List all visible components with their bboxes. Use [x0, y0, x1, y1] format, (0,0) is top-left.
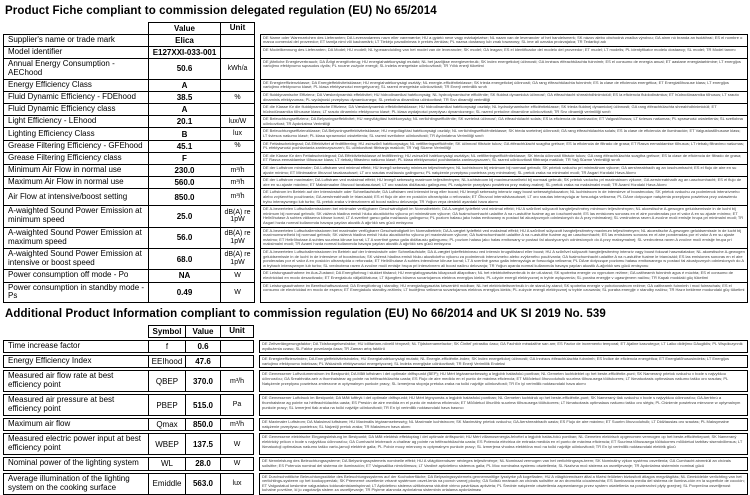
row-label: Energy Efficiency Class: [3, 79, 149, 92]
row-label: Measured air pressure at best efficiency point: [3, 394, 149, 416]
row-label: Measured air flow rate at best efficiency point: [3, 370, 149, 392]
row-value: 515.0: [185, 394, 221, 416]
row-unit: %: [220, 140, 255, 153]
column-header: Unit: [220, 22, 255, 35]
row-unit: W: [220, 433, 254, 455]
row-label: Maximum air flow: [3, 418, 149, 431]
row-value: 0.49: [148, 282, 221, 304]
row-unit: lux: [220, 473, 254, 495]
row-description: DE Leistungsaufnahme im Aus-Zustand; DA Energiforbrug i slukket tilstand; HU energiafogyasztás kikapcsolt állapotban; NL het elektriciteitsverbruik in de uit-stand; SK spotreba energie vo vypnutom režime; GA caitheamh fuinnimh agus é múchta; ES el consumo de electricidad en modo desactivado; ET Energiakulu väljalülitatuna; LT išjungties būsena suvartojamos elektros energijos kiekis; PL użycie energii elektrycznej w trybie wyłączenia; SL poraba energije v ugasnjenem načinu; TR Kapalı moddaki güç tüketimi: [260, 269, 748, 282]
table-row: [3, 418, 748, 431]
row-value: 563.0: [185, 473, 221, 495]
row-symbol: PBEP: [148, 394, 186, 416]
row-label: A-waighted Sound Power Emission at intensive or boost speed: [3, 248, 149, 270]
row-label: Maximum Air Flow in normal use: [3, 176, 149, 189]
row-label: Model identifier: [3, 46, 149, 59]
row-unit: m³/h: [220, 176, 255, 189]
row-value: A: [148, 103, 221, 116]
row-unit: Pa: [220, 394, 254, 416]
row-value: Elica: [148, 34, 221, 47]
row-label: Average illumination of the lighting system on the cooking surface: [3, 473, 149, 495]
table-row: [3, 433, 748, 455]
row-unit: m³/h: [220, 418, 254, 431]
column-header: Value: [185, 325, 221, 338]
table-row: [3, 205, 748, 227]
row-description: DE der Luftstrom minimaler; DA Luftstrøm ved minimal effekt; HU levegő sebesség minimum teljesítményen; NL luchtstroom bij minimum bij normaal gebruik; SK prietok vzduchu pri minimálnom výkone; GA aershreabhadh ag an íoschumhacht; ES el flujo de aire en su ajuste mínimo; ET Minimaalne õhuvool tavakasutusel; LT oro srautas mažiausiu galingumu; PL natężenie przepływu powietrza przy minimalnej; SL pretok zraka na minimalni modi; TR Asgari Hızıdaki Hava Akımı: [260, 164, 748, 177]
row-symbol: Qmax: [148, 418, 186, 431]
row-unit: dB(A) re 1pW: [220, 227, 255, 249]
page-title: Product Fiche compliant to commission delegated regulation (EU) No 65/2014: [5, 5, 437, 17]
row-description: DE A-bewerteten Luftschallemissionen bei maximaler verfügbarer Geschwindigkeit im Normalbetrieb; DA A-vægtet lydeffekt ved maksimal effekt; HU A szűrővel súlyozott hangteljesítmény maximum teljesítményen; NL akoestische A-gewogen geluidsemissie in de lucht bij maximumsnelheid bij normaal gebruik; SK vážená hladina emisií hluku akustického výkonu pri maximálnom výkone; GA fuaimchumhacht ualaithe A na n-astuithe fuaime ag an uaschumhacht; ES las emisiones sonoras en el aire ponderadas por el valor A en su ajuste máximo; ET Helirõhutase A suhtes suurima kiiruse korral; LT A svertinė garso galia didžiausiu galingumu; PL poziom hałasu jako hałas emitowany w postaci fal akustycznych odniesionych do A przy maksymalnej; SL vrednotena raven A zvočne moči emisije hrupa pri maksimalni modi; TR Azami hızda normal kullanımda havaya yayılan akustik A ağırlıklı ses gücü emisyonu: [260, 227, 748, 249]
row-value: 25.0: [148, 205, 221, 227]
row-label: Annual Energy Consumption - AEChood: [3, 58, 149, 80]
row-unit: [220, 355, 254, 368]
row-value: B: [148, 127, 221, 140]
row-label: Air Flow at intensive/boost setting: [3, 188, 149, 206]
row-description: DE Gemessener Luftvolumenstrom im Bestpunkt; DA Målt luftstrøm i det optimale driftspunkt (BEP); HU Mért légáramsebesség a legjobb hatásfokú pontban; NL Gemeten luchtdebiet op het beste-efficiëntie-punt; SK Nameraný prietok vzduchu v bode s najvyššou účinnosťou; GA Sreabhráta aeir a thomhaistear ag pointe na héifeachtúlachta uasta; ES Flujo de aire medido en el punto de máxima eficiencia; ET Mõõdetud õhuvooluhulk suurima tõhususega töötukorres; LT Išmatuotasis optimalaus našumo taško oro srautas; PL Natężenie przepływu powietrza zmierzone w optymalnym punkcie pracy; SL Izmerjena stopnja pretoka zraka na točki najvišje učinkovitosti; TR En iyi verimlilik noktasındaki hava akımı: [259, 370, 748, 392]
table-row: [3, 340, 748, 353]
row-value: 370.0: [185, 370, 221, 392]
row-value: 230.0: [148, 164, 221, 177]
row-description: DE Luftstrom im Betrieb auf der Intensivstufe oder Schnellaufstufe; DA Luftstrøm ved intensivt brug eller boost; HU levegő sebesség intenzív vagy boost sebességfokozaton; NL luchtstroom in de intensieve of boostmodus; SK prietok vzduchu za podmienok intenzívneho alebo zvýšeného používania; GA aershreabhadh le trianúsáid; ES el flujo de aire en posición ultrarrápida o reforzada; ET Õhuvool intensiivkasutusel; LT oro srautas intensyviąja ar forsuotąja veiksena; PL DAne dotyczące natężenia przepływu powietrza przy ustawieniu trybu intensywnego lub turbo; SL pretok zraka v intenzivnem ali boost načinu delovanja; TR Yoğun veya destekli ayardaki hava akımı: [260, 188, 748, 206]
row-label: A-waighted Sound Power Emission at maximum speed: [3, 227, 149, 249]
row-value: 137.5: [185, 433, 221, 455]
row-label: A-waighted Sound Power Emission at minimum speed: [3, 205, 149, 227]
row-value: 28.0: [185, 457, 221, 470]
row-label: Measured electric power input at best efficiency point: [3, 433, 149, 455]
table-header-row: [3, 325, 748, 338]
header-spacer: [3, 325, 148, 338]
row-description: DE Modellkennung des Lieferanten; DA Model; HU modell; NL typeaanduiding van het model van de leverancier; SK model; GA leagan; ES el identificador del modelo del proveedor; ET mudel; LT modelis; PL identyfikator modelu dostawcy; SL model; TR Model tanımı: [260, 46, 748, 59]
row-description: DE Leistungsaufnahme im Bereitschaftszustand; DA Energiforbrug i standby; HU energiafogyasztás készenléti módban; NL het elektriciteitsverbruik in de stand-by-stand; SK spotreba energie v pohotovostnom režime; GA caitheamh fuinnimh i mod fuireachais; ES el consumo de electricidad en modo de espera; ET Energiakulu standby-režiimis; LT budėjimo veiksena suvartojamos elektros energijos kiekis; PL zużycie energii elektrycznej w trybie czuwania; SL poraba energije v standby načinu; TR Hazır bekleme modundaki güç tüketimi: [260, 282, 748, 304]
table-row: [3, 355, 748, 368]
row-description: DE Energieeffizienzindex; DA Energieffektivitetsindeks; HU Energiahatékonysági mutató; NL Energie-efficiëntie-index; SK Index energetickej účinnosti; GA Innéacs éifeachtúlachta fuinnimh; ES Índice de eficiencia energética; ET Energiatõhususindeks; LT Energijos vartojimo efektyvumo indeksas; PL Wskaźnik efektywności energetycznej; SL Indeks energijske učinkovitosti; TR Enerji Verimlilik Endeksi: [259, 355, 748, 368]
row-label: Power consumption in standby mode - Ps: [3, 282, 149, 304]
row-description: DE Fettabscheidegrad; DA Effektivitet af fedtfiltrering; HU zsírszűrő hatékonysága; NL vetfilteringsefficiëntie; SK účinnosť filtrácie tukov; GA éifeachtúlacht scagtha gréisce; ES la eficiencia de filtrado de grasa; ET Rasva eemaldamise tõhusus; LT riebalų filtravimo našumas; PL efektywność pochłaniania zanieczyszczeń; SL učinkovitost filtriranja maščob; TR Yağ Süzme Verimliliği: [260, 140, 748, 153]
row-description: DE A-bewerteten Luftschallemissionen im Betrieb auf der Intensivstufe oder Schnellaufstufe; DA A-vægtet lydeffektniveau ved intensiv brugstilstand eller boost; HU A szűrővel súlyozott hangteljesítmény intenzív vagy boost fokozat használatakor; NL akoestische A-gewogen geluidsemissie in de lucht in de intensieve of boostmodus; SK vážená hladina emisií hluku akustického výkonu za podmienok intenzívneho alebo zvýšeného používania; GA fuaimchumhacht ualaithe A na n-astuithe fuaime le trianúsáid; ES las emisiones sonoras en el aire ponderadas por el valor A en posición ultrarrápida o reforzada; ET Helirõhutase A suhtes intensiivse kiiruse korral; LT A svertinė garso galia intensyviąja ar forsuotąja veiksena; PL DAne dotyczące poziomu hałasu emitowanego w postaci fal akustycznych odniesionych do A w trybach intensywnym lub turbo; SL vrednotena raven A zvočne moči emisije hrupa pri intenzivnem ali boost načinu delovanja; TR Yoğun ayarda normal kullanımda havaya yayılan akustik A-ağırlıklı ses gücü emisyonu: [260, 248, 748, 270]
row-description: DE Name oder Warenzeichen des Lieferanten; DA Leverandørens navn eller varemærke; HU a gyártó neve vagy márkajelzése; NL naam van de leverancier of het handelsmerk; SK názov alebo obchodná značka výrobcu; GA ainm nó branda an tsoláthraí; ES el nombre o marca comercial del proveedor; ET tarnija nimi või kaubamärk; LT Tiekėjo pavadinimas ir prekės ženklas; PL nazwa dostawcy lub znak towarowy; SL ime ali oznaka proizvajalca; TR Tedarikçi adı: [260, 34, 748, 47]
row-label: Grease Filtering Efficiency class: [3, 152, 149, 165]
table-row: [3, 188, 748, 206]
row-label: Energy Efficiency Index: [3, 355, 149, 368]
row-description: DE Gemessener Luftdruck im Bestpunkt; DA Målt lufttryk i det optimale driftspunkt; HU Mért légnyomás a legjobb hatásfokú pontban; NL Gemeten luchtdruk op het beste-efficiëntie-punt; SK Nameraný tlak vzduchu v bode s najvyššou účinnosťou; GA Aerbhrú a thomhaistear ag pointe na héifeachtúlachta uasta; ES Presión de aire medida en el punto de máxima eficiencia; ET Mõõdetud õhurõhk suurima tõhususega töötukorres; LT Išmatuotasis optimalaus našumo taško oro slėgis; PL Ciśnienie powietrza mierzone w optymalnym punkcie pracy; SL Izmerjeni tlak zraka na točki najvišje učinkovitosti; TR En iyi verimlilik noktasındaki hava basıncı: [259, 394, 748, 416]
row-description: DE Durchschnittliche Beleuchtungsstärke des Beleuchtungssystems auf der Kochoberfläche; DA Belysningssystemets gennemsnitlige lysstyrke på kogefladen; HU A világítórendszer által a főzési felületen biztosított átlagos megvilágítás; NL Gemiddelde verlichting van het verlichtings-systeem op het kookoppervlak; SK Priemerné osvetlenie vrhané systémom osvet-lenia na povrch varnej plochy; GA Soilsiú meánach an chórais soilsithe ar an dromchla cócaireachta; ES Iluminancia media del sistema de ilumina-ción en la superficie de cocción; ET Valgustatud keskmine valgustatus toiduvalmistamispinnal; LT Apšvietimo sistema užtikrinama vidutinė virimo paviršiaus apšvieta; PL Średnie natężenie oświetlenia zapewnianego przez system oświetlenia na powierzchni płyty grzejnej; SL Povprečna osvetljenost kuhalne površine, ki jo zagotavlja sistem za osvetljevanje; TR Pişirme alanında aydınlatma sisteminin ortalama aydınlatması: [259, 473, 748, 495]
product-fiche-table: [3, 22, 748, 304]
row-unit: W: [220, 457, 254, 470]
table-row: [3, 58, 748, 80]
row-symbol: Emiddle: [148, 473, 186, 495]
row-unit: [220, 340, 254, 353]
row-label: Lighting Efficiency Class: [3, 127, 149, 140]
row-unit: m³/h: [220, 370, 254, 392]
row-label: Power consumption off mode - Po: [3, 269, 149, 282]
row-value: 47.6: [185, 355, 221, 368]
row-description: DE fluiddynamische Effizienz; DA Væskedynamisk effektivitet; HU hidrodinamikai hatékonyság; NL hydrodynamische efficiëntie; SK fluidná dynamická účinnosť; GA éifeachtacht shreabhdhinimiciúil; ES la eficiencia fluidodinámica; ET hüdrodünaamika tõhusus; LT srauto dinaminis efektyvumas; PL wydajność przepływu dynamicznego; SL pretočna dinamična učinkovitost; TR Sıvı dinamiği verimliliği: [260, 91, 748, 104]
table-row: [3, 394, 748, 416]
row-value: 20.1: [148, 115, 221, 128]
row-unit: m³/h: [220, 188, 255, 206]
table-row: [3, 248, 748, 270]
row-symbol: WL: [148, 457, 186, 470]
row-description: DE Nennleistung des Beleuchtungssysteme; DA Belysningssystemets nominelle effekt; HU A világítórendszer névleges teljesítménye; NL Nominaal vermogen van het verlichtingssys-teem; SK Nominálny výkon systému osvetlenia; GA Cumhacht ainmniúil an chórais soilsithe; ES Potencia nominal del sistema de iluminación; ET Valgusallika nimivõimsus; LT Vardinė apšvietimo sistemos galia; PL Moc nominalna systemu oświetlenia; SL Nazivna moč sistema za osvetljevanje; TR Aydınlatma sisteminin nominal gücü: [259, 457, 748, 470]
table-row: [3, 227, 748, 249]
row-label: Minimum Air Flow in normal use: [3, 164, 149, 177]
row-label: Time increase factor: [3, 340, 149, 353]
row-label: Nominal power of the lighting system: [3, 457, 149, 470]
row-label: Fluid Dynamic Efficiency class: [3, 103, 149, 116]
section-title-additional-info: Additional Product Information compliant to commission regulation (EU) No 66/2014 and UK SI 2019 No. 539: [5, 308, 606, 321]
column-header: Value: [148, 22, 221, 35]
row-symbol: QBEP: [148, 370, 186, 392]
row-description: DE die Klasse für den Fettabscheidegrad; DA Effektivitetsklasse af fedtfiltrering; HU zsírszűrő hatékonysági osztálya; NL vetfilteringsefficiëntieklasse; SK trieda účinnosti filtrácie tukov; GA rang éifeachtúlachta scagtha gréisce; ES la clase de eficiencia de filtrado de grasa; ET Rasva eemaldamise tõhususe klass; LT riebalų filtravimo našumo klasė; PL klasa efektywności pochłaniania zanieczyszczeń; SL razred učinkovitosti filtriranja maščob; TR Yağ Süzme Verimliliği sınıfı: [260, 152, 748, 165]
row-unit: lux/W: [220, 115, 255, 128]
row-label: Light Efficiency - LEhood: [3, 115, 149, 128]
additional-info-table: [3, 325, 748, 495]
row-label: Supplier's name or trade mark: [3, 34, 149, 47]
row-unit: W: [220, 269, 255, 282]
row-description: DE Gemessene elektrische Eingangsleistung im Bestpunkt; DA Målt elektrisk effektoptag i det optimale driftspunkt; HU Mért villamosenergia-felvétel a legjobb hatás-fokú pontban; NL Gemeten elektrisch opgenomen vermogen op het beste-efficiëntiepunt; SK Nameraný elektrický príkon v bode s najvyššou účinnosťou; GA Cumhacht leictreach a chailear ag pointe na héifeachtúlachta uasta; ES Potencia eléctrica de entrada medida en el punto de máxima eficiencia; ET Suurima tõhususega töötukorres mõõdetud tarbitav sisendvõimsus; LT Išmatuotoji optimalaus našumo taško varto-jamoji elektrinė galia; PL Pobór mocy mierzony w optymalnym punkcie pracy; SL Izmerjena vhodna električna moč na točki najvišje učinkovitosti; TR En iyi verimlilik noktasındaki elektrik gücü: [259, 433, 748, 455]
column-header: Symbol: [148, 325, 186, 338]
row-value: 850.0: [148, 188, 221, 206]
row-symbol: WBEP: [148, 433, 186, 455]
row-description: DE Zeitverlängerungsfaktor; DA Tidsforøgelsesfaktor; HU időtartam-növelő tényező; NL Tijdstoenamefactor; SK Činiteľ prírastku času; GA Fachtóir méadaithe san am; ES Factor de incremento temporal; ET Ajaline kasvutegur; LT Laiko didėjimo DAugiklis; PL Współczynnik wydłużenia czasu; SL Faktor povečanja časa; TR Zaman artış faktörü: [259, 340, 748, 353]
row-symbol: EEIhood: [148, 355, 186, 368]
row-description: DE Energieeffizienzklasse; DA Energieffektivitetsklasse; HU energiahatékonysági osztály; NL energie-efficiëntieklasse; SK trieda energetickej účinnosti; GA rang éifeachtúlachta fuinnimh; ES la clase de eficiencia energética; ET Energiatõhususe klass; LT energijos vartojimo efektyvumo klasė; PL klasa efektywności energetycznej; SL razred energetske učinkovitosti; TR Enerji verimlilik sınıfı: [260, 79, 748, 92]
row-unit: dB(A) re 1pW: [220, 248, 255, 270]
table-row: [3, 282, 748, 304]
row-description: DE A-bewerteten Luftschallemissionen bei minimaler verfügbarer Geschwindigkeit im Normalbetrieb; DA A-vægtet lydeffekt ved minimal effekt; HU A szűrővel súlyozott hangteljesítmény minimum teljesítményen; NL akoestische A-gewogen geluidsemissie in de lucht bij minimum bij normaal gebruik; SK vážená hladina emisií hluku akustického výkonu pri minimálnom výkone; GA fuaimchumhacht ualaithe A na n-astuithe fuaime ag an íoschumhacht; ES las emisiones sonoras en el aire ponderadas por el valor A en su ajuste mínimo; ET Helirõhutase A suhtes väiksema kiiruse korral; LT A svertinė garso galia mažiausiu galingumu; PL poziom hałasu jako hałas emitowany w postaci fal akustycznych odniesionych do A przy minimalnej; SL vrednotena raven A zvočne moči emisije hrupa pri minimalni modi; TR Asgari hızda normal kullanımda havaya yayılan akustik A ağırlıklı ses gücü emisyonu: [260, 205, 748, 227]
row-label: Grease Filtering Efficiency - GFEhood: [3, 140, 149, 153]
row-description: DE Beleuchtungseffizienz; DA Belysningseffektivitet; HU megvilágítási hatékonyság; NL verlichtingsefficiëntie; SK svetelná účinnosť; GA éifeachtúlacht solais; ES la eficiencia de iluminación; ET Valgustõhusus; LT šviesos našumas; PL sprawność oświetlenia; SL svetlobna učinkovitost; TR Aydınlatma Verimliliği: [260, 115, 748, 128]
table-row: [3, 473, 748, 495]
row-description: DE Beleuchtungseffizienzklasse; DA Belysningseffektivitetsklasse; HU megvilágítási hatékonysági osztály; NL verlichtingsefficiëntieklasse; SK trieda svetelnej účinnosti; GA rang éifeachtúlachta solais; ES la clase de eficiencia de iluminación; ET Valgustustõhususe klass; LT šviesos našumo klasė; PL klasa sprawności oświetlenia; SL razred svetlobne učinkovitosti; TR Aydınlatma Verimliliği sınıfı: [260, 127, 748, 140]
table-row: [3, 457, 748, 470]
row-symbol: f: [148, 340, 186, 353]
row-value: 38.5: [148, 91, 221, 104]
row-value: 68.0: [148, 248, 221, 270]
row-value: 56.0: [148, 227, 221, 249]
row-description: DE Maximaler Luftstrom; DA Maksimal luftstrøm; HU Maximális légáramsebesség; NL Maximale luchtstroom; SK Maximálny prietok vzduchu; GA Aershreabhadh uasta; ES Flujo de aire máximo; ET Suurim õhuvooluhulk; LT Didžiausias oro srautas; PL Maksymalne natężenie przepływu powietrza; SL Največji pretok zraka; TR Maksimum hava akımı: [259, 418, 748, 431]
row-value: 0.6: [185, 340, 221, 353]
row-description: DE der Luftstrom maximaler; DA Luftstrøm ved maksimal effekt; HU levegő sebesség maximum teljesítményen; NL luchtstroom bij maximumsnelheid bij normaal gebruik; SK prietok vzduchu pri maximálnom výkone; GA aershreabhadh ag an uaschumhacht; ES el flujo de aire en su ajuste máximo; ET Maksimaalne õhuvool tavakasutusel; LT oro srautas didžiausiu galingumu; PL natężenie przepływu powietrza przy maksy-malnej; SL pretok zraka na maksimalni modi; TR Azami Hızıdaki Hava Akımı: [260, 176, 748, 189]
row-unit: W: [220, 282, 255, 304]
row-value: 45.1: [148, 140, 221, 153]
row-description: DE jährliche Energieverbrauch; DA Årligt energiforbrug; HU energiahatékonysági mutató; NL het jaarlijkse energieverbruik; SK index energetickej účinnosti; GA innéacs éifeachtúlachta fuinnimh; ES el consumo de energía anual; ET aastane energiatarbimine; LT energijos vartojimo efektyvumo sąnaudos dydis; PL roczne zużycie energii; SL indeks energetske učinkovitosti; TR Yıllık enerji tüketimi: [260, 58, 748, 80]
row-value: 560.0: [148, 176, 221, 189]
row-value: 50.6: [148, 58, 221, 80]
row-description: DE die Klasse für die fluiddynamische Effizienz; DA Væskedynamisk effektivitetsklasse; HU hidrodinamikai hatékonysági osztály; NL hydrodynamische efficiëntieklasse; SK trieda fluidnej dynamickej účinnosti; GA rang éifeachtúlachta shreabhdhinimiciúil; ET hüdrodünaamika tõhususe klass; LT srauto dinaminio efektyvumo klasė; PL klasa wydajności przepływu dynamicznego; SL razred pretočne dinamične učinkovitosti; TR Sıvı dinamiği verimliliği sınıfı: [260, 103, 748, 116]
row-unit: kWh/a: [220, 58, 255, 80]
row-value: NA: [148, 269, 221, 282]
row-label: Fluid Dynamic Efficiency - FDEhood: [3, 91, 149, 104]
column-header: Unit: [220, 325, 254, 338]
row-value: F: [148, 152, 221, 165]
row-value: A: [148, 79, 221, 92]
row-unit: m³/h: [220, 164, 255, 177]
row-value: 850.0: [185, 418, 221, 431]
row-value: E127XXI-033-001: [148, 46, 221, 59]
row-unit: %: [220, 91, 255, 104]
row-unit: lux: [220, 127, 255, 140]
row-unit: dB(A) re 1pW: [220, 205, 255, 227]
table-row: [3, 370, 748, 392]
